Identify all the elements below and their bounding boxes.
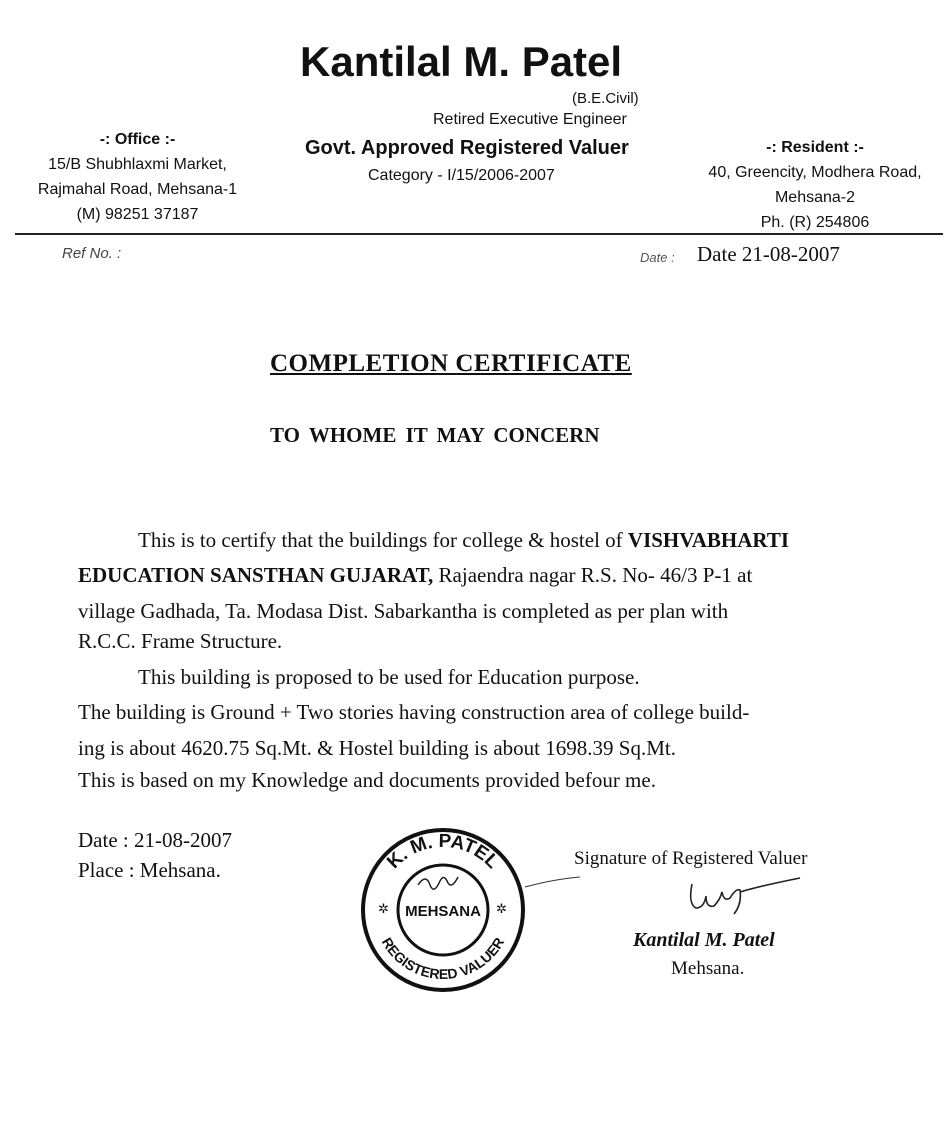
seal-signature-scribble [418,877,458,889]
footer-date: Date : 21-08-2007 [78,828,232,852]
ref-label: Ref No. : [62,245,122,262]
category: Category - I/15/2006-2007 [368,167,555,184]
signer-place: Mehsana. [671,958,745,979]
paragraph-3-line-2: ing is about 4620.75 Sq.Mt. & Hostel building is about 1698.39 Sq.Mt. [78,736,676,760]
paragraph-3-line-3: This is based on my Knowledge and documents provided befour me. [78,768,656,792]
header-divider [15,233,943,235]
resident-heading: -: Resident :- [766,139,864,156]
resident-address [685,135,945,235]
date-value: Date 21-08-2007 [697,242,840,266]
qualification: (B.E.Civil) [572,90,639,107]
seal-top-text: K. M. PATEL [383,830,503,874]
resident-phone: Ph. (R) 254806 [760,214,870,231]
certificate-heading: COMPLETION CERTIFICATE [270,350,632,377]
certificate-subheading: TO WHOME IT MAY CONCERN [270,423,600,447]
office-address [10,127,265,227]
office-line2: Rajmahal Road, Mehsana-1 [37,181,238,198]
footer-place: Place : Mehsana. [78,858,221,882]
designation: Retired Executive Engineer [433,111,627,128]
registered-valuer-seal [358,825,528,995]
office-heading: -: Office :- [99,131,176,148]
signature-label: Signature of Registered Valuer [574,848,808,869]
paragraph-1-line-3: village Gadhada, Ta. Modasa Dist. Sabarkantha is completed as per plan with [78,599,729,623]
seal-star-icon: ✲ [496,901,507,916]
seal-bottom-text: REGISTERED VALUER [378,934,508,983]
paragraph-1-line-2 [78,563,752,588]
institution-name-part2: EDUCATION SANSTHAN GUJARAT, [78,563,434,587]
letterhead-name: Kantilal M. Patel [300,38,623,85]
institution-name-part1: VISHVABHARTI [627,528,789,552]
paragraph-1-line-1 [138,528,789,553]
seal-center-text: MEHSANA [405,903,481,920]
date-label: Date : [640,250,675,265]
paragraph-2: This building is proposed to be used for Education purpose. [138,665,640,689]
valuer-title: Govt. Approved Registered Valuer [305,137,629,159]
office-line1: 15/B Shubhlaxmi Market, [48,156,227,173]
resident-line2: Mehsana-2 [774,189,856,206]
p1-text-2: Rajaendra nagar R.S. No- 46/3 P-1 at [433,563,753,587]
paragraph-1-line-4: R.C.C. Frame Structure. [78,629,283,653]
seal-star-icon: ✲ [378,901,389,916]
office-phone: (M) 98251 37187 [76,206,199,223]
signature-mark [520,862,820,924]
svg-text:K. M. PATEL [383,831,503,873]
p1-text: This is to certify that the buildings for college & hostel of [138,528,628,552]
signer-name: Kantilal M. Patel [633,929,775,951]
paragraph-3-line-1: The building is Ground + Two stories having construction area of college build- [78,700,750,724]
resident-line1: 40, Greencity, Modhera Road, [708,164,922,181]
